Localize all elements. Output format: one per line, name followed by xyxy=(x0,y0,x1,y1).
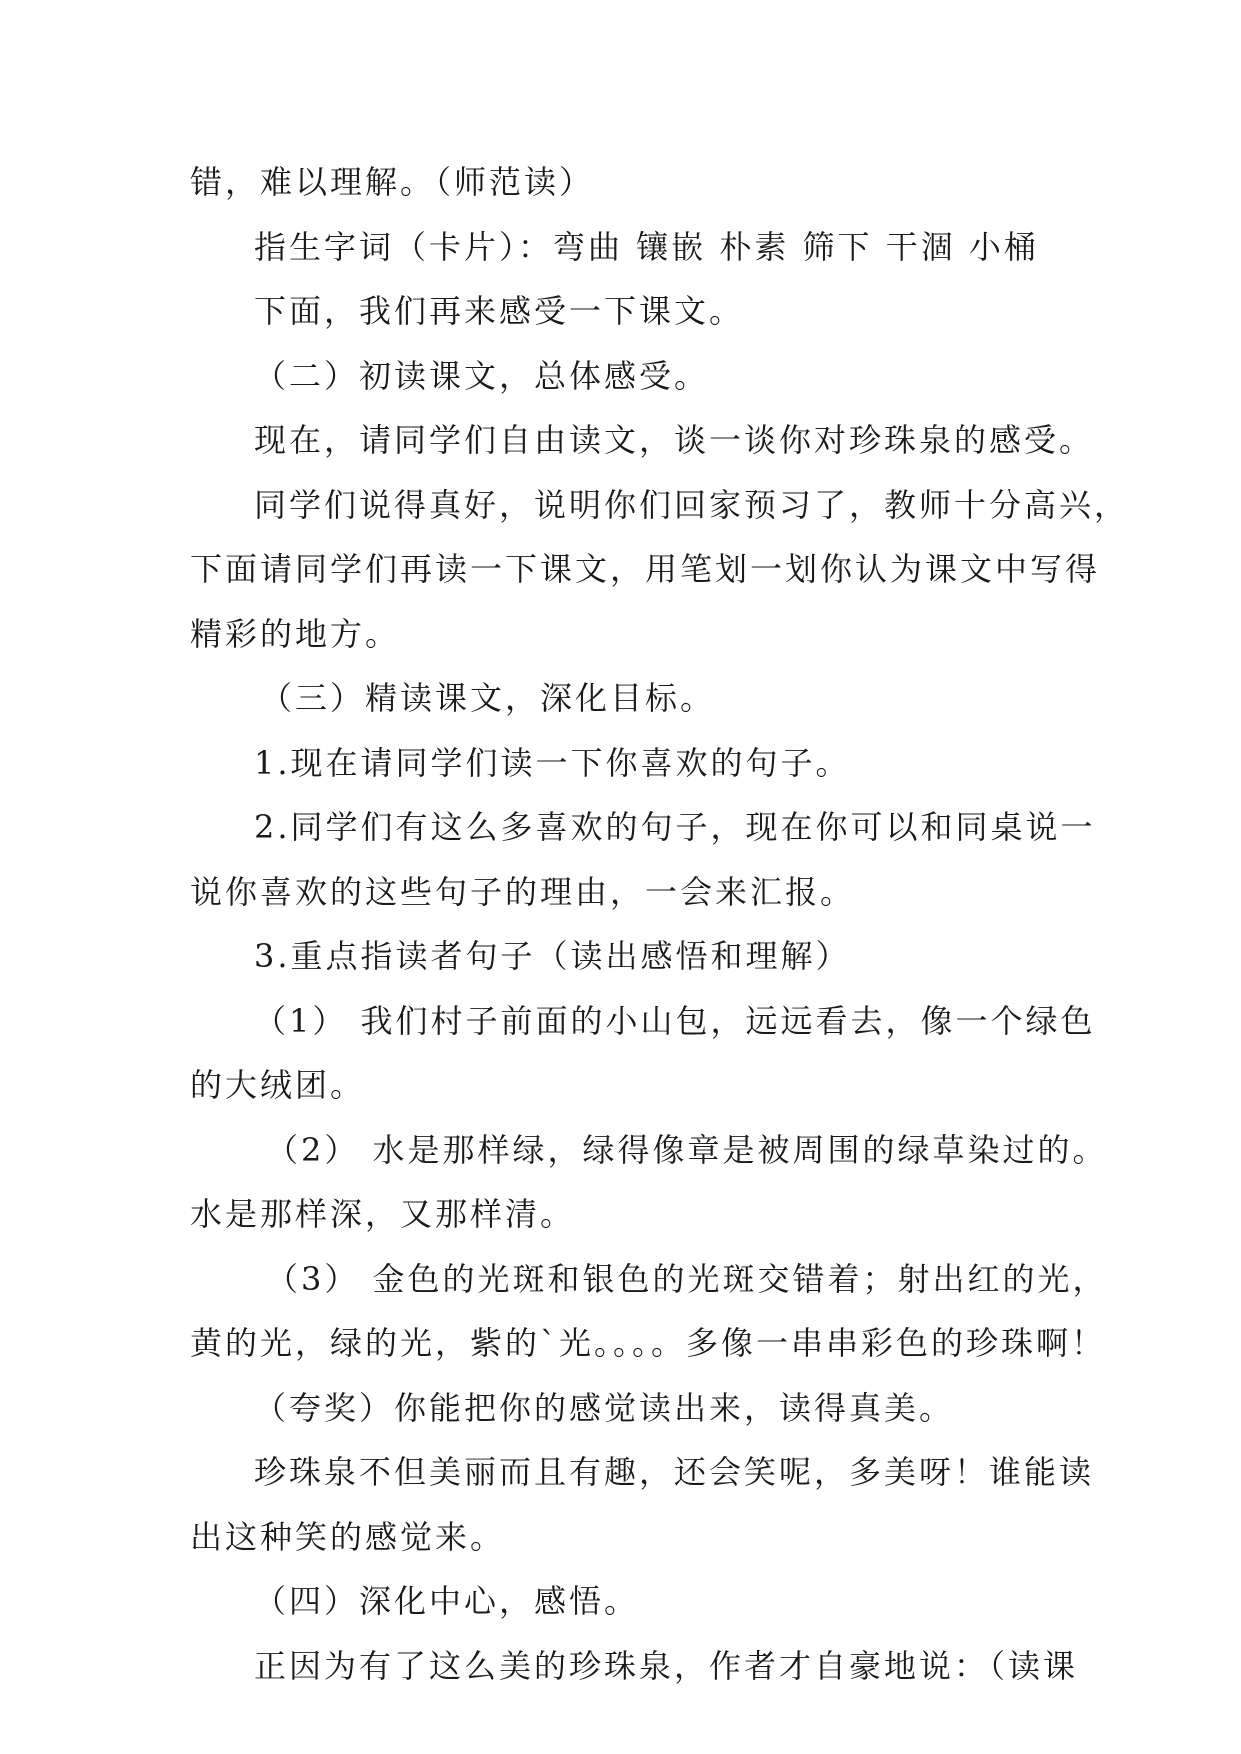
section-heading: （四）深化中心，感悟。 xyxy=(254,1582,640,1620)
list-item: 2.同学们有这么多喜欢的句子，现在你可以和同桌说一 xyxy=(254,808,1096,846)
quote-line: （2） 水是那样绿，绿得像章是被周围的绿草染过的。 xyxy=(266,1130,1108,1169)
body-text xyxy=(190,150,1130,1698)
list-item: 1.现在请同学们读一下你喜欢的句子。 xyxy=(254,743,851,782)
text-line: 指生字词（卡片）：弯曲 镶嵌 朴素 筛下 干涸 小桶 xyxy=(254,227,1039,266)
text-line: 现在，请同学们自由读文，谈一谈你对珍珠泉的感受。 xyxy=(254,421,1095,459)
section-heading: （三）精读课文，深化目标。 xyxy=(260,679,716,717)
text-line: 说你喜欢的这些句子的理由，一会来汇报。 xyxy=(190,872,856,911)
text-line: 珍珠泉不但美丽而且有趣，还会笑呢，多美呀！谁能读 xyxy=(254,1453,1095,1491)
text-line: 精彩的地方。 xyxy=(190,614,401,653)
text-line: 错，难以理解。（师范读） xyxy=(190,163,595,201)
text-line: （夸奖）你能把你的感觉读出来，读得真美。 xyxy=(254,1388,955,1427)
section-heading: （二）初读课文，总体感受。 xyxy=(254,356,710,395)
list-item: 3.重点指读者句子（读出感悟和理解） xyxy=(254,937,851,975)
text-line: 水是那样深，又那样清。 xyxy=(190,1195,576,1233)
quote-line: （1） 我们村子前面的小山包，远远看去，像一个绿色 xyxy=(254,1001,1096,1040)
text-line: 下面，我们再来感受一下课文。 xyxy=(254,292,745,330)
text-line: 同学们说得真好，说明你们回家预习了，教师十分高兴， xyxy=(254,485,1130,524)
quote-line: （3） 金色的光斑和银色的光斑交错着；射出红的光， xyxy=(266,1259,1108,1298)
text-line: 出这种笑的感觉来。 xyxy=(190,1517,506,1556)
text-line: 下面请同学们再读一下课文，用笔划一划你认为课文中写得 xyxy=(190,550,1101,588)
text-line: 正因为有了这么美的珍珠泉，作者才自豪地说：（读课 xyxy=(254,1646,1079,1685)
text-line: 黄的光，绿的光，紫的`光。。。。多像一串串彩色的珍珠啊！ xyxy=(190,1324,1107,1362)
text-line: 的大绒团。 xyxy=(190,1066,366,1104)
